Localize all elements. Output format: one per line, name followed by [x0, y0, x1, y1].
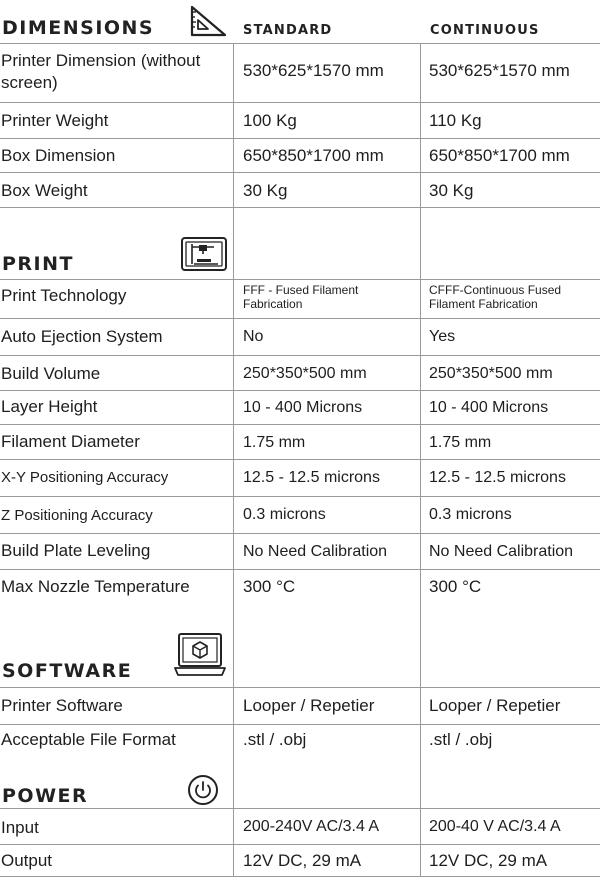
laptop-cube-icon — [173, 632, 227, 678]
row-label: Build Volume — [1, 364, 101, 383]
continuous-value: CFFF-Continuous Fused Filament Fabrication — [429, 283, 562, 311]
set-square-icon — [189, 4, 229, 38]
divider — [0, 533, 600, 534]
divider — [0, 569, 600, 570]
standard-value: 250*350*500 mm — [243, 365, 367, 382]
row-label: Printer Dimension (without screen) — [1, 51, 201, 92]
continuous-value: 12V DC, 29 mA — [429, 851, 548, 870]
continuous-value: 1.75 mm — [429, 434, 492, 451]
divider — [0, 724, 600, 725]
divider — [0, 43, 600, 44]
continuous-value: 12.5 - 12.5 microns — [429, 469, 566, 486]
column-header-standard: STANDARD — [243, 23, 333, 38]
standard-value: 0.3 microns — [243, 506, 326, 523]
standard-value: 10 - 400 Microns — [243, 399, 363, 416]
3d-printer-icon — [180, 236, 228, 272]
divider — [0, 459, 600, 460]
continuous-value: 250*350*500 mm — [429, 365, 553, 382]
divider — [0, 207, 600, 208]
row-label: Printer Software — [1, 696, 123, 715]
continuous-value: .stl / .obj — [429, 730, 493, 749]
standard-value: 100 Kg — [243, 111, 297, 130]
standard-value: .stl / .obj — [243, 730, 307, 749]
standard-value: 1.75 mm — [243, 434, 306, 451]
continuous-value: 10 - 400 Microns — [429, 399, 549, 416]
divider — [0, 102, 600, 103]
standard-value: No Need Calibration — [243, 543, 388, 560]
continuous-value: No Need Calibration — [429, 543, 574, 560]
row-label: Box Dimension — [1, 146, 116, 165]
row-label: Max Nozzle Temperature — [1, 577, 190, 596]
continuous-value: 30 Kg — [429, 181, 474, 200]
standard-value: 650*850*1700 mm — [243, 146, 384, 165]
divider — [0, 279, 600, 280]
divider — [0, 355, 600, 356]
row-label: Build Plate Leveling — [1, 541, 151, 560]
standard-value: 12V DC, 29 mA — [243, 851, 362, 870]
power-icon — [187, 774, 219, 806]
row-label: Auto Ejection System — [1, 327, 163, 346]
row-label: Acceptable File Format — [1, 730, 176, 749]
standard-value: 12.5 - 12.5 microns — [243, 469, 380, 486]
section-title-print: PRINT — [2, 253, 74, 275]
row-label: Print Technology — [1, 286, 127, 305]
row-label: Box Weight — [1, 181, 88, 200]
divider — [0, 844, 600, 845]
continuous-value: Looper / Repetier — [429, 696, 561, 715]
divider — [0, 808, 600, 809]
continuous-value: Yes — [429, 328, 456, 345]
continuous-value: 110 Kg — [429, 111, 482, 130]
standard-value: 530*625*1570 mm — [243, 61, 384, 80]
standard-value: No — [243, 328, 264, 345]
row-label: Printer Weight — [1, 111, 109, 130]
section-title-dimensions: DIMENSIONS — [2, 17, 155, 39]
divider — [0, 172, 600, 173]
divider — [0, 390, 600, 391]
divider — [0, 138, 600, 139]
column-divider — [233, 43, 234, 876]
section-title-software: SOFTWARE — [2, 660, 133, 682]
divider — [0, 318, 600, 319]
section-title-power: POWER — [2, 785, 89, 807]
standard-value: FFF - Fused Filament Fabrication — [243, 283, 359, 311]
row-label: X-Y Positioning Accuracy — [1, 469, 169, 486]
row-label: Layer Height — [1, 397, 98, 416]
divider — [0, 876, 600, 877]
row-label: Z Positioning Accuracy — [1, 507, 153, 524]
row-label: Filament Diameter — [1, 432, 140, 451]
standard-value: 300 °C — [243, 577, 296, 596]
continuous-value: 530*625*1570 mm — [429, 61, 570, 80]
row-label: Output — [1, 851, 53, 870]
continuous-value: 300 °C — [429, 577, 482, 596]
divider — [0, 424, 600, 425]
standard-value: Looper / Repetier — [243, 696, 375, 715]
continuous-value: 0.3 microns — [429, 506, 512, 523]
column-header-continuous: CONTINUOUS — [430, 23, 540, 38]
divider — [0, 496, 600, 497]
standard-value: 30 Kg — [243, 181, 288, 200]
column-divider — [420, 43, 421, 876]
continuous-value: 200-40 V AC/3.4 A — [429, 818, 561, 835]
continuous-value: 650*850*1700 mm — [429, 146, 570, 165]
row-label: Input — [1, 818, 39, 837]
standard-value: 200-240V AC/3.4 A — [243, 818, 380, 835]
divider — [0, 687, 600, 688]
